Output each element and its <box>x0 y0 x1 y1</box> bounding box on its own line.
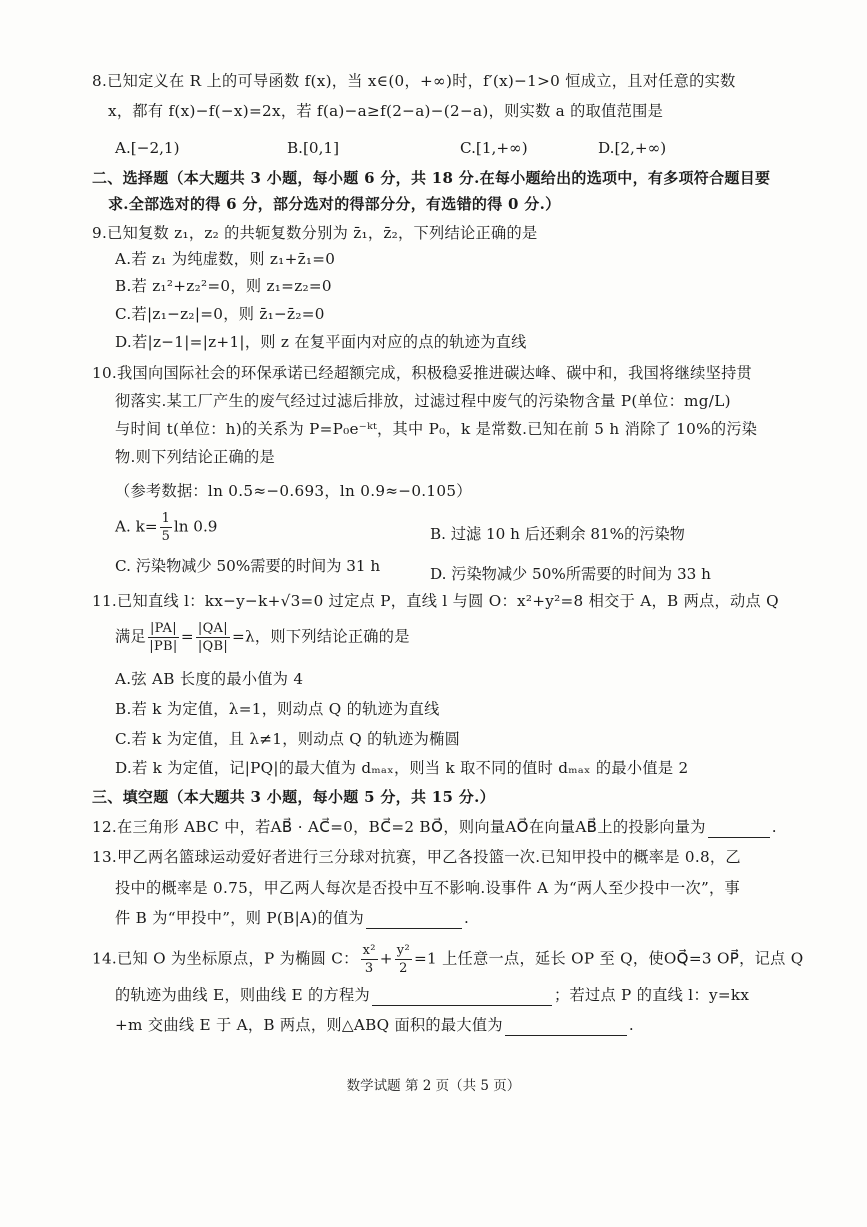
q8-option-d: D.[2,+∞) <box>598 139 667 157</box>
q9-option-d: D.若|z−1|=|z+1|，则 z 在复平面内对应的点的轨迹为直线 <box>115 333 527 351</box>
q9-stem: 9.已知复数 z₁，z₂ 的共轭复数分别为 z̄₁，z̄₂，下列结论正确的是 <box>92 224 538 242</box>
fraction-x2-over-3: $\frac{\text{x²}}{3}$ <box>362 943 376 976</box>
q8-option-a: A.[−2,1) <box>115 139 180 157</box>
q10-line3: 与时间 t(单位：h)的关系为 P=P₀e⁻ᵏᵗ，其中 P₀，k 是常数.已知在前 5 h 消除了 10%的污染 <box>115 420 758 438</box>
q9-option-b: B.若 z₁²+z₂²=0，则 z₁=z₂=0 <box>115 277 332 295</box>
q13-line2: 投中的概率是 0.75，甲乙两人每次是否投中互不影响.设事件 A 为“两人至少投中一次”，事 <box>115 879 740 897</box>
q13-line1: 13.甲乙两名篮球运动爱好者进行三分球对抗赛，甲乙各投篮一次.已知甲投中的概率是 0.8，乙 <box>92 848 741 866</box>
q10-line1: 10.我国向国际社会的环保承诺已经超额完成，积极稳妥推进碳达峰、碳中和，我国将继续坚持贯 <box>92 364 753 382</box>
q14-curve-equation-blank[interactable] <box>372 987 552 1006</box>
q14-line1: 14.已知 O 为坐标原点，P 为椭圆 C： $\frac{\text{x²}}{3}$ + $\frac{\text{y²}}{2}$ =1 上任意一点，延长 OP 至 Q，使OQ⃗=3 OP⃗，记点 Q <box>92 943 804 976</box>
q14-line3: +m 交曲线 E 于 A，B 两点，则△ABQ 面积的最大值为 . <box>115 1016 635 1034</box>
q10-reference-data: （参考数据：ln 0.5≈−0.693，ln 0.9≈−0.105） <box>115 482 472 500</box>
q10-option-b: B. 过滤 10 h 后还剩余 81%的污染物 <box>430 525 685 543</box>
q12-answer-blank[interactable] <box>708 819 770 838</box>
q8-line2: x，都有 f(x)−f(−x)=2x，若 f(a)−a≥f(2−a)−(2−a)，则实数 a 的取值范围是 <box>108 102 664 120</box>
q11-option-b: B.若 k 为定值，λ=1，则动点 Q 的轨迹为直线 <box>115 700 440 718</box>
fraction-one-fifth: $\frac{1}{5}$ <box>161 511 170 544</box>
q14-max-area-blank[interactable] <box>505 1017 627 1036</box>
q8-line1: 8.已知定义在 R 上的可导函数 f(x)，当 x∈(0，+∞)时，f′(x)−1>0 恒成立，且对任意的实数 <box>92 72 736 90</box>
q11-condition: 满足 $\frac{|PA|}{|PB|}$ = $\frac{|QA|}{|QB|}$ =λ，则下列结论正确的是 <box>115 621 410 654</box>
q10-option-d: D. 污染物减少 50%所需要的时间为 33 h <box>430 565 711 583</box>
q10-line4: 物.则下列结论正确的是 <box>115 448 276 466</box>
q14-line2: 的轨迹为曲线 E，则曲线 E 的方程为 ；若过点 P 的直线 l：y=kx <box>115 986 750 1004</box>
fraction-pa-pb: $\frac{|PA|}{|PB|}$ <box>149 621 178 654</box>
q9-option-c: C.若|z₁−z₂|=0，则 z̄₁−z̄₂=0 <box>115 305 325 323</box>
fraction-qa-qb: $\frac{|QA|}{|QB|}$ <box>197 621 229 654</box>
q8-option-b: B.[0,1] <box>287 139 339 157</box>
fraction-y2-over-2: $\frac{\text{y²}}{2}$ <box>396 943 410 976</box>
section2-heading-line1: 二、选择题（本大题共 3 小题，每小题 6 分，共 18 分.在每小题给出的选项中，有多项符合题目要 <box>92 169 771 187</box>
q9-option-a: A.若 z₁ 为纯虚数，则 z₁+z̄₁=0 <box>115 250 336 268</box>
page-footer: 数学试题 第 2 页（共 5 页） <box>346 1078 521 1094</box>
q12-text: 12.在三角形 ABC 中，若AB⃗ · AC⃗=0，BC⃗=2 BO⃗，则向量AO⃗在向量AB⃗上的投影向量为 . <box>92 818 777 836</box>
q8-option-c: C.[1,+∞) <box>460 139 528 157</box>
q10-option-a: A. k= $\frac{1}{5}$ ln 0.9 <box>115 511 218 544</box>
q13-answer-blank[interactable] <box>366 910 462 929</box>
section3-heading: 三、填空题（本大题共 3 小题，每小题 5 分，共 15 分.） <box>92 788 495 806</box>
q10-option-c: C. 污染物减少 50%需要的时间为 31 h <box>115 557 381 575</box>
q11-option-a: A.弦 AB 长度的最小值为 4 <box>115 670 304 688</box>
q11-line1: 11.已知直线 l：kx−y−k+√3=0 过定点 P，直线 l 与圆 O：x²+y²=8 相交于 A，B 两点，动点 Q <box>92 592 779 610</box>
q11-option-c: C.若 k 为定值，且 λ≠1，则动点 Q 的轨迹为椭圆 <box>115 730 461 748</box>
q11-option-d: D.若 k 为定值，记|PQ|的最大值为 dₘₐₓ，则当 k 取不同的值时 dₘₐₓ 的最小值是 2 <box>115 759 689 777</box>
section2-heading-line2: 求.全部选对的得 6 分，部分选对的得部分分，有选错的得 0 分.） <box>108 195 561 213</box>
q10-line2: 彻落实.某工厂产生的废气经过过滤后排放，过滤过程中废气的污染物含量 P(单位：mg/L) <box>115 392 731 410</box>
q13-line3: 件 B 为“甲投中”，则 P(B|A)的值为 . <box>115 909 470 927</box>
